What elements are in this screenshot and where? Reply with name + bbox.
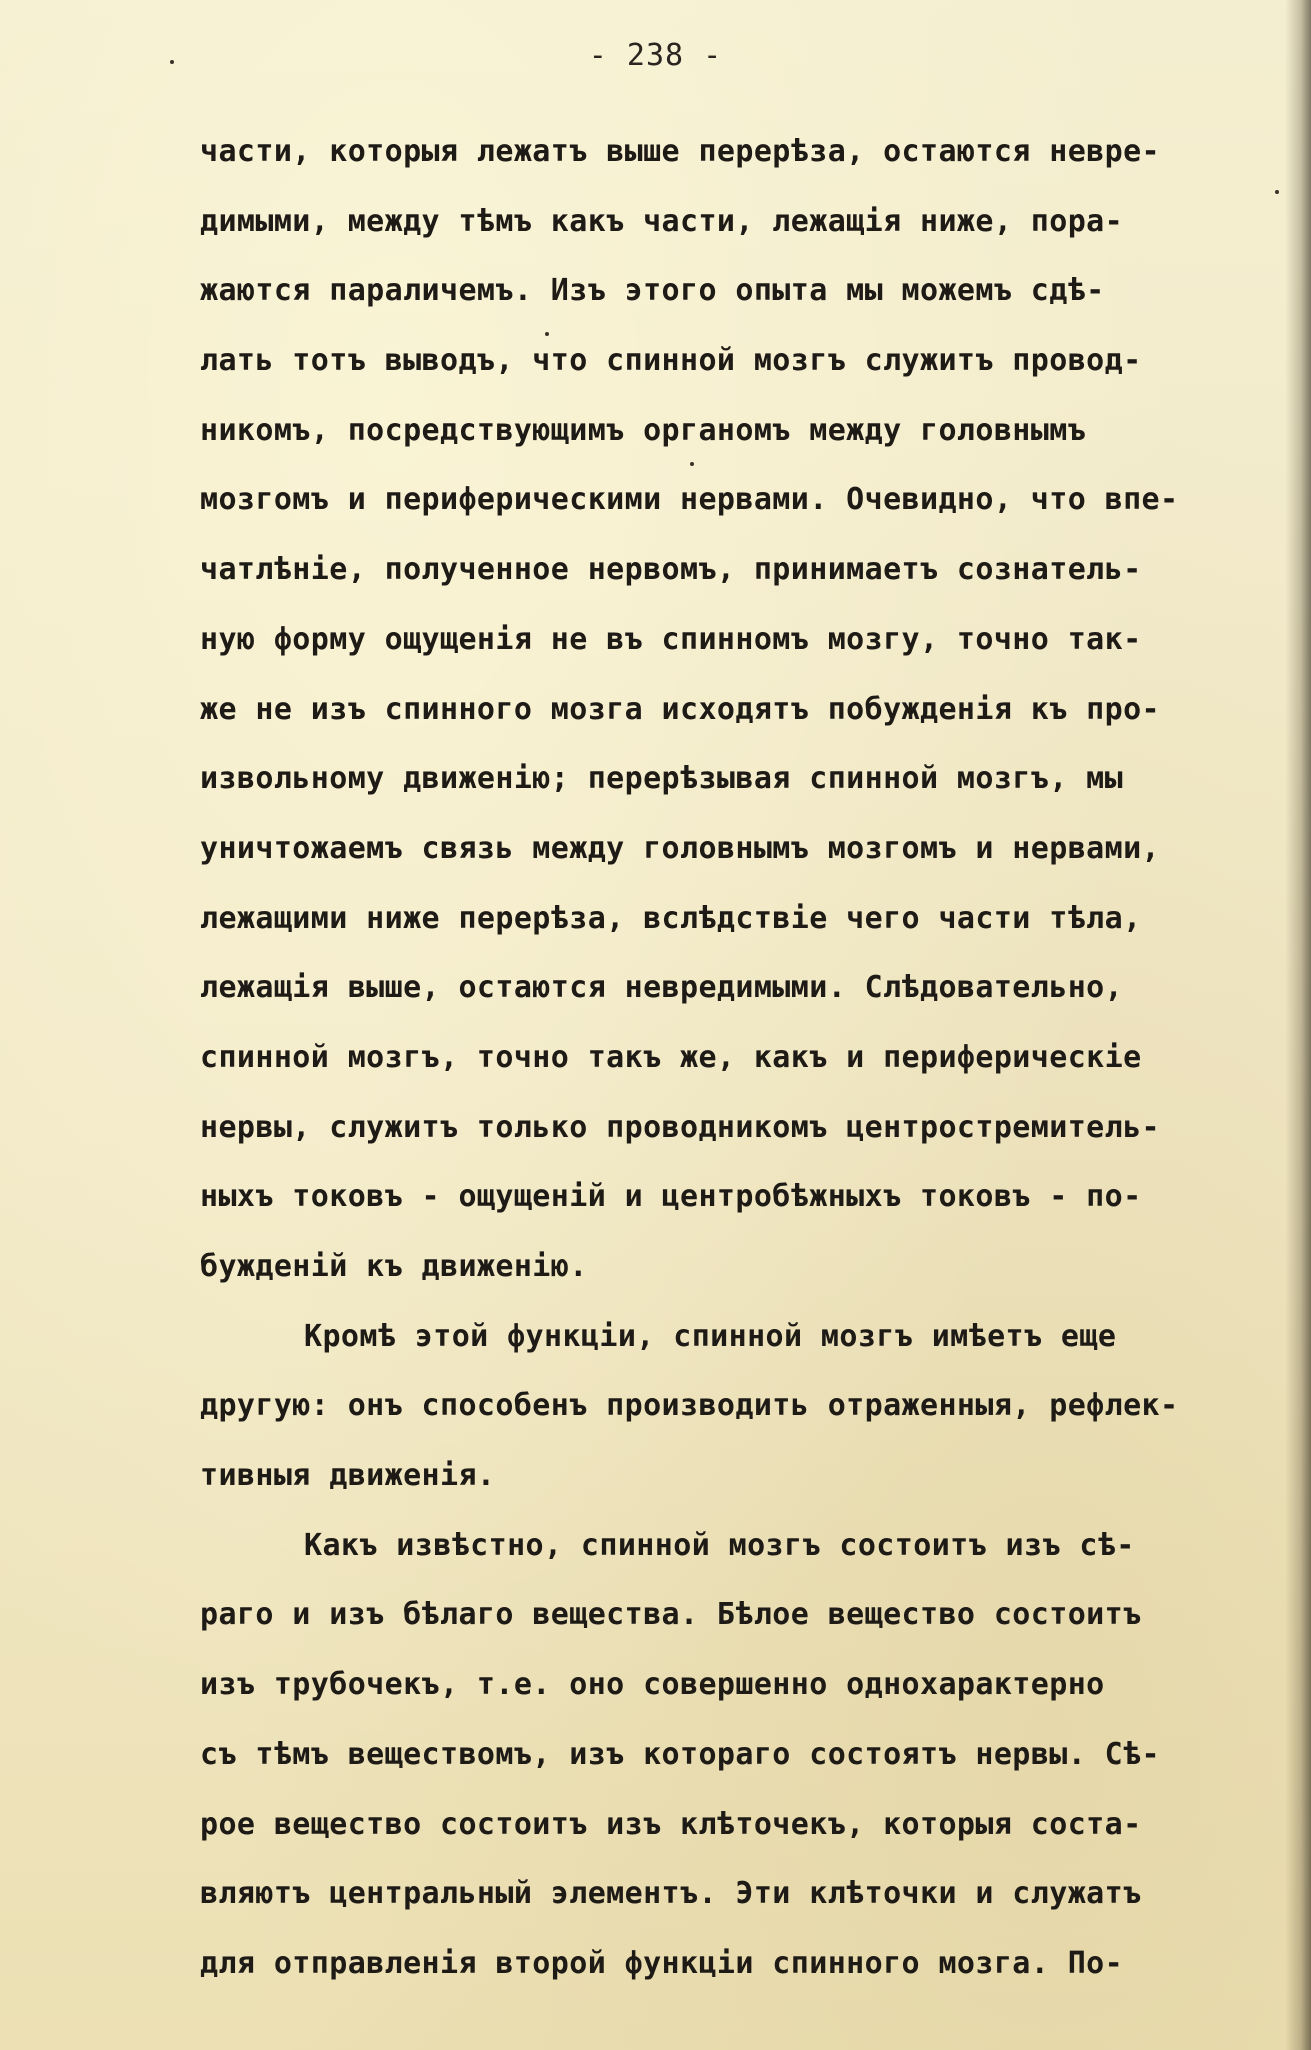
text-line: ныхъ токовъ - ощущеній и центробѣжныхъ токовъ - по- — [200, 1179, 1142, 1215]
text-line: никомъ, посредствующимъ органомъ между головнымъ — [200, 412, 1087, 448]
text-line: другую: онъ способенъ производить отраженныя, рефлек- — [200, 1388, 1179, 1424]
text-line: лежащими ниже перерѣза, вслѣдствіе чего части тѣла, — [200, 900, 1142, 936]
text-line: ную форму ощущенія не въ спинномъ мозгу, точно так- — [200, 621, 1142, 657]
text-line: раго и изъ бѣлаго вещества. Бѣлое вещество состоитъ — [200, 1597, 1142, 1633]
text-line: тивныя движенія. — [200, 1458, 496, 1494]
text-line: димыми, между тѣмъ какъ части, лежащія ниже, пора- — [200, 203, 1124, 239]
text-line: части, которыя лежатъ выше перерѣза, остаются невре- — [200, 134, 1160, 169]
text-line: лежащія выше, остаются невредимыми. Слѣдовательно, — [200, 970, 1124, 1006]
text-line: жаются параличемъ. Изъ этого опыта мы можемъ сдѣ- — [200, 273, 1105, 309]
text-line: вляютъ центральный элементъ. Эти клѣточки и служатъ — [200, 1876, 1142, 1912]
text-line: же не изъ спинного мозга исходятъ побужденія къ про- — [200, 691, 1160, 727]
text-line: спинной мозгъ, точно такъ же, какъ и периферическіе — [200, 1039, 1142, 1075]
paragraph-start-line: Какъ извѣстно, спинной мозгъ состоитъ изъ сѣ- — [304, 1527, 1135, 1563]
page-number: - 238 - — [588, 38, 723, 73]
text-line: извольному движенію; перерѣзывая спинной мозгъ, мы — [200, 761, 1124, 797]
paragraph-start-line: Кромѣ этой функціи, спинной мозгъ имѣетъ еще — [304, 1318, 1117, 1354]
text-line: уничтожаемъ связь между головнымъ мозгомъ и нервами, — [200, 830, 1160, 866]
text-line: рое вещество состоитъ изъ клѣточекъ, которыя соста- — [200, 1806, 1142, 1842]
text-line: изъ трубочекъ, т.е. оно совершенно однохарактерно — [200, 1667, 1105, 1703]
text-line: бужденій къ движенію. — [200, 1249, 588, 1284]
text-line: чатлѣніе, полученное нервомъ, принимаетъ сознатель- — [200, 552, 1142, 588]
text-line: для отправленія второй функціи спинного мозга. По- — [200, 1945, 1124, 1981]
text-line: съ тѣмъ веществомъ, изъ котораго состоятъ нервы. Сѣ- — [200, 1736, 1160, 1772]
text-line: мозгомъ и периферическими нервами. Очевидно, что впе- — [200, 482, 1179, 518]
text-line: лать тотъ выводъ, что спинной мозгъ служитъ провод- — [200, 343, 1142, 379]
text-line: нервы, служитъ только проводникомъ центростремитель- — [200, 1109, 1160, 1145]
body-text — [200, 133, 1290, 2015]
